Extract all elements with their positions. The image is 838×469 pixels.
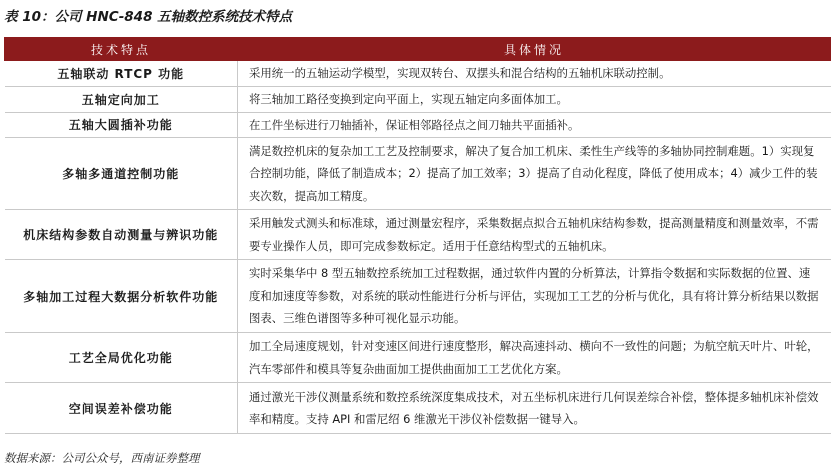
detail-cell: 采用触发式测头和标准球，通过测量宏程序，采集数据点拟合五轴机床结构参数，提高测量精度和测量效率，不需要专业操作人员，即可完成参数标定。适用于任意结构型式的五轴机床。 (238, 210, 831, 260)
feature-cell: 多轴多通道控制功能 (5, 138, 238, 210)
detail-cell: 在工件坐标进行刀轴插补，保证相邻路径点之间刀轴共平面插补。 (238, 112, 831, 138)
table-title: 表 10：公司 HNC-848 五轴数控系统技术特点 (4, 9, 293, 25)
feature-cell: 五轴大圆插补功能 (5, 112, 238, 138)
feature-cell: 多轴加工过程大数据分析软件功能 (5, 260, 238, 333)
feature-cell: 五轴定向加工 (5, 86, 238, 112)
detail-cell: 实时采集华中 8 型五轴数控系统加工过程数据，通过软件内置的分析算法，计算指令数据和实际数据的位置、速度和加速度等参数，对系统的联动性能进行分析与评估，实现加工工艺的分析与优化，具有将计算分析结果以数据图表、三维色谱图等多种可视化显示功能。 (238, 260, 831, 333)
feature-cell: 空间误差补偿功能 (5, 383, 238, 434)
header-detail: 具体情况 (238, 38, 831, 61)
detail-cell: 采用统一的五轴运动学模型，实现双转台、双摆头和混合结构的五轴机床联动控制。 (238, 61, 831, 87)
table-row (5, 86, 831, 112)
detail-cell: 通过激光干涉仪测量系统和数控系统深度集成技术，对五坐标机床进行几何误差综合补偿，整体提多轴机床补偿效率和精度。支持 API 和雷尼绍 6 维激光干涉仪补偿数据一键导入。 (238, 383, 831, 434)
feature-cell: 机床结构参数自动测量与辨识功能 (5, 210, 238, 260)
table-header-row (5, 38, 831, 61)
header-feature: 技术特点 (5, 38, 238, 61)
detail-cell: 加工全局速度规划，针对变速区间进行速度整形，解决高速抖动、横向不一致性的问题；为航空航天叶片、叶轮，汽车零部件和模具等复杂曲面加工提供曲面加工工艺优化方案。 (238, 333, 831, 383)
feature-cell: 工艺全局优化功能 (5, 333, 238, 383)
source-note: 数据来源：公司公众号，西南证券整理 (4, 451, 200, 465)
table-row (5, 333, 831, 383)
feature-cell: 五轴联动 RTCP 功能 (5, 61, 238, 87)
table-row (5, 138, 831, 210)
features-table (4, 37, 831, 434)
table-row (5, 260, 831, 333)
table-row (5, 112, 831, 138)
detail-cell: 将三轴加工路径变换到定向平面上，实现五轴定向多面体加工。 (238, 86, 831, 112)
table-row (5, 61, 831, 87)
table-row (5, 210, 831, 260)
table-row (5, 383, 831, 434)
detail-cell: 满足数控机床的复杂加工工艺及控制要求，解决了复合加工机床、柔性生产线等的多轴协同控制难题。1）实现复合控制功能，降低了制造成本；2）提高了加工效率；3）提高了自动化程度，降低了使用成本；4）减少工件的装夹次数，提高加工精度。 (238, 138, 831, 210)
